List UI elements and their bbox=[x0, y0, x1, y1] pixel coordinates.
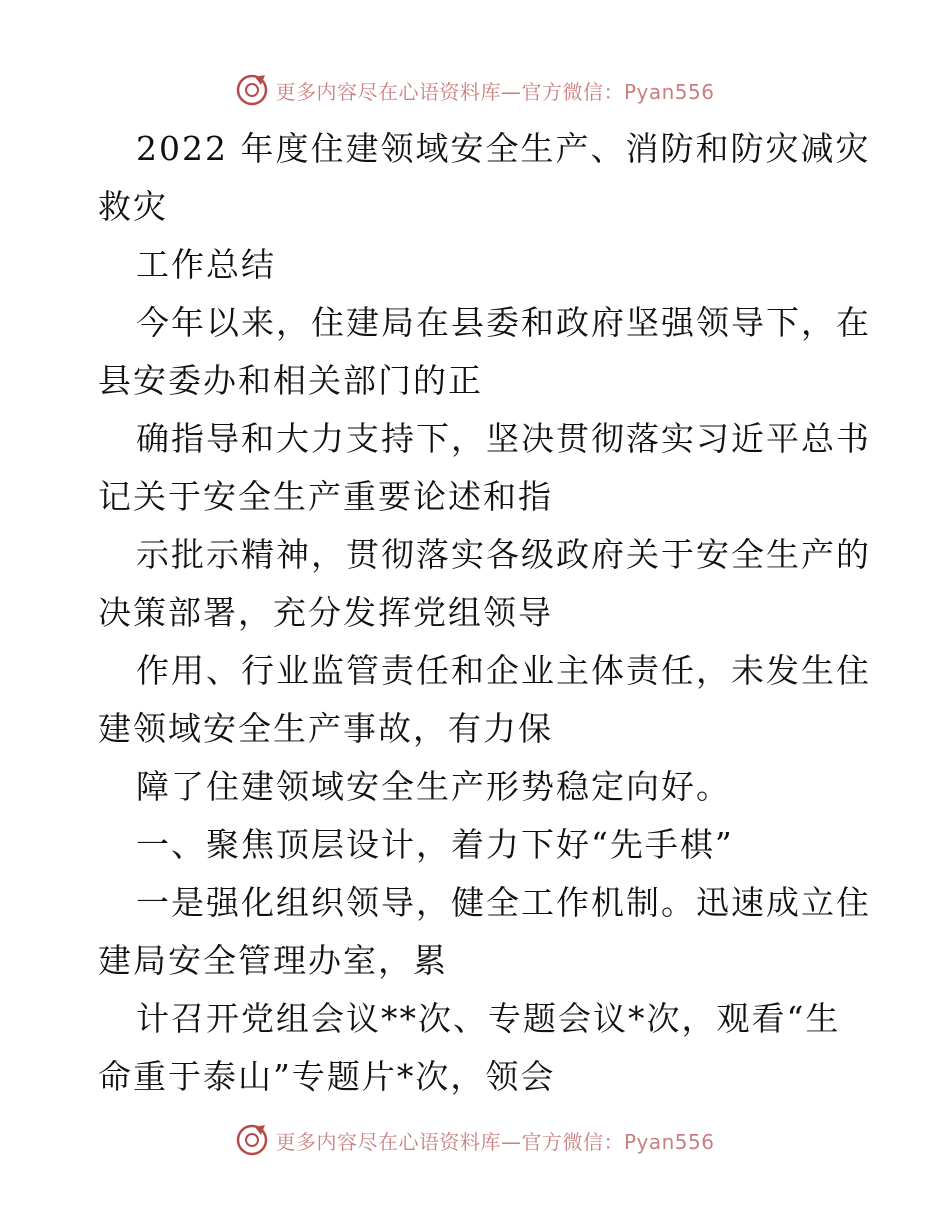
text-line: 一、聚焦顶层设计，着力下好“先手棋” bbox=[136, 825, 734, 864]
watermark-header bbox=[0, 70, 950, 110]
text-line: 命重于泰山”专题片*次，领会 bbox=[98, 1057, 556, 1096]
text-line: 救灾 bbox=[98, 187, 168, 226]
text-line: 决策部署，充分发挥党组领导 bbox=[98, 593, 553, 632]
text-line: 建局安全管理办室，累 bbox=[98, 941, 448, 980]
text-line: 工作总结 bbox=[136, 245, 276, 284]
watermark-text: 更多内容尽在心语资料库—官方微信：Pyan556 bbox=[275, 79, 715, 104]
logo-icon bbox=[235, 1123, 269, 1157]
text-line: 建领域安全生产事故，有力保 bbox=[98, 709, 553, 748]
text-line: 县安委办和相关部门的正 bbox=[98, 361, 483, 400]
text-line: 记关于安全生产重要论述和指 bbox=[98, 477, 553, 516]
text-line: 示批示精神，贯彻落实各级政府关于安全生产的 bbox=[136, 535, 871, 574]
text-line: 2022 年度住建领域安全生产、消防和防灾减灾 bbox=[136, 129, 871, 168]
watermark-text: 更多内容尽在心语资料库—官方微信：Pyan556 bbox=[275, 1129, 715, 1154]
logo-icon bbox=[235, 73, 269, 107]
document-body bbox=[98, 120, 871, 1106]
text-line: 今年以来，住建局在县委和政府坚强领导下，在 bbox=[136, 303, 871, 342]
text-line: 一是强化组织领导，健全工作机制。迅速成立住 bbox=[136, 883, 871, 922]
text-line: 计召开党组会议**次、专题会议*次，观看“生 bbox=[136, 999, 841, 1038]
text-line: 障了住建领域安全生产形势稳定向好。 bbox=[136, 767, 731, 806]
watermark-footer bbox=[0, 1120, 950, 1160]
text-line: 作用、行业监管责任和企业主体责任，未发生住 bbox=[136, 651, 871, 690]
text-line: 确指导和大力支持下，坚决贯彻落实习近平总书 bbox=[136, 419, 871, 458]
